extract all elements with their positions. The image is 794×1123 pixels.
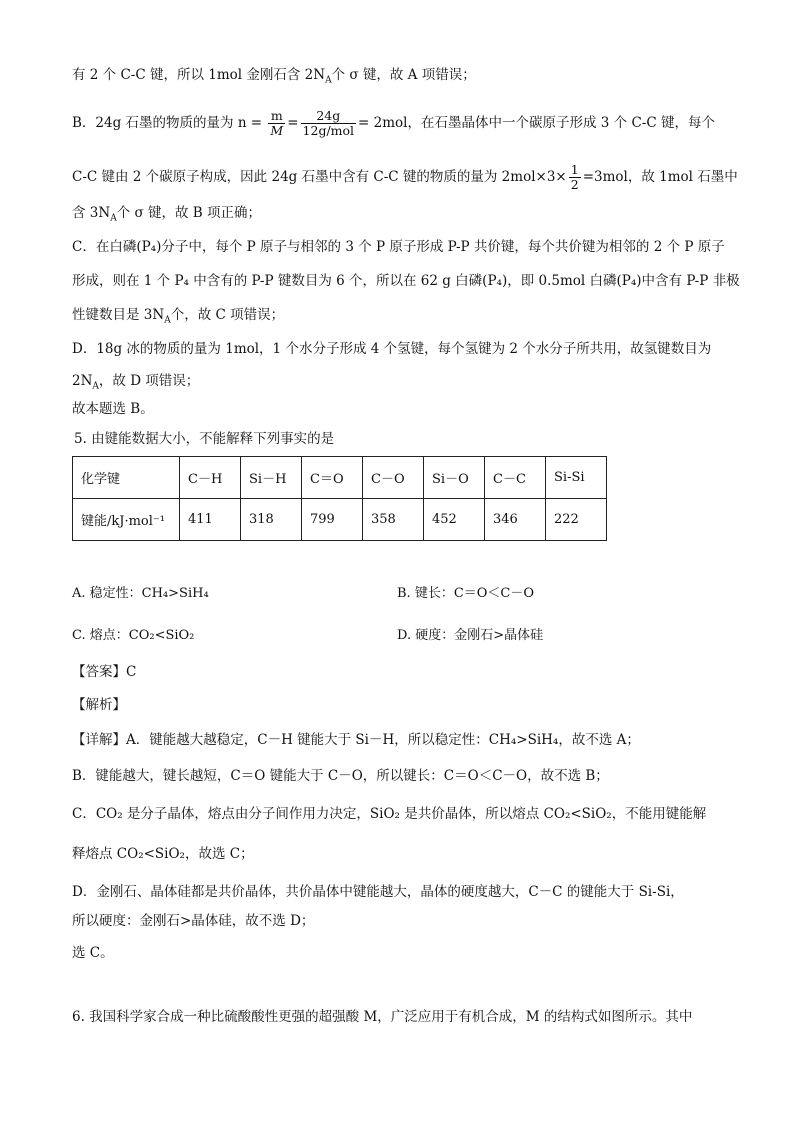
bond-energy-table [72, 456, 607, 541]
table-row [73, 499, 607, 541]
table-cell: Si－H [241, 457, 302, 499]
text-line: 有 2 个 C-C 键，所以 1mol 金刚石含 $2N_A$个 σ 键，故 A 项错误； [72, 67, 476, 86]
text-line: 释熔点 CO₂<SiO₂，故选 C； [72, 846, 254, 862]
analysis-label: 【解析】 [72, 697, 126, 713]
fraction: $\frac{m}{M}$ [270, 108, 284, 138]
text-line: C．CO₂ 是分子晶体，熔点由分子间作用力决定，SiO₂ 是共价晶体，所以熔点 CO₂<SiO₂，不能用键能解 [72, 806, 707, 822]
table-cell: 222 [546, 499, 607, 541]
table-cell: C－O [363, 457, 424, 499]
text-line: D．18g 冰的物质的量为 1mol，1 个水分子形成 4 个氢键，每个氢键为 2 个水分子所共用，故氢键数目为 [72, 341, 712, 357]
fraction: $\frac{1}{2}$ [570, 162, 579, 192]
text-line: 【详解】A．键能越大越稳定，C－H 键能大于 Si－H，所以稳定性：CH₄>SiH₄，故不选 A； [72, 732, 640, 748]
table-cell: C＝O [302, 457, 363, 499]
text-line: C．在白磷(P₄)分子中，每个 P 原子与相邻的 3 个 P 原子形成 P-P 共价键，每个共价键为相邻的 2 个 P 原子 [72, 239, 725, 255]
table-cell: 键能/kJ·mol⁻¹ [73, 499, 180, 541]
table-row [73, 457, 607, 499]
answer-label: 【答案】C [72, 664, 137, 680]
table-cell: C－C [485, 457, 546, 499]
table-cell: 346 [485, 499, 546, 541]
text-line: 所以硬度：金刚石>晶体硅，故不选 D； [72, 913, 315, 929]
table-cell: 799 [302, 499, 363, 541]
text-line: $2N_A$，故 D 项错误； [72, 373, 200, 392]
option-c: C. 熔点：CO₂<SiO₂ [72, 628, 195, 643]
table-cell: C－H [180, 457, 241, 499]
text-line: D．金刚石、晶体硅都是共价晶体，共价晶体中键能越大，晶体的硬度越大，C－C 的键能大于 Si-Si， [72, 884, 684, 900]
option-d: D. 硬度：金刚石>晶体硅 [397, 628, 544, 643]
text-line: 形成，则在 1 个 P₄ 中含有的 P-P 键数目为 6 个，所以在 62 g 白磷(P₄)，即 0.5mol 白磷(P₄)中含有 P-P 非极 [72, 273, 740, 289]
table-cell: 411 [180, 499, 241, 541]
option-a: A. 稳定性：CH₄>SiH₄ [72, 586, 209, 601]
table-cell: 318 [241, 499, 302, 541]
conclusion-line: 选 C。 [72, 945, 114, 961]
question-stem: 5. 由键能数据大小，不能解释下列事实的是 [74, 431, 335, 447]
text-line: 性键数目是 $3N_A$个，故 C 项错误； [72, 307, 285, 326]
table-cell: Si-Si [546, 457, 607, 499]
table-cell: 化学键 [73, 457, 180, 499]
question-stem: 6. 我国科学家合成一种比硫酸酸性更强的超强酸 M，广泛应用于有机合成，M 的结构式如图所示。其中 [72, 1009, 693, 1025]
text-line: B．24g 石墨的物质的量为 n = $\frac{m}{M}$ = $\frac{24g}{\text{12g/mol}}$ = 2mol，在石墨晶体中一个碳原子形成 3 个 C-C 键，每个 [72, 108, 715, 138]
conclusion-line: 故本题选 B。 [72, 401, 154, 417]
table-cell: Si－O [424, 457, 485, 499]
text-line: 含 $3N_A$个 σ 键，故 B 项正确； [72, 205, 262, 224]
option-b: B. 键长：C＝O＜C－O [397, 586, 535, 601]
table-cell: 358 [363, 499, 424, 541]
table-cell: 452 [424, 499, 485, 541]
text-line: B．键能越大，键长越短，C＝O 键能大于 C－O，所以键长：C＝O＜C－O，故不选 B； [72, 768, 609, 784]
text-line: C-C 键由 2 个碳原子构成，因此 24g 石墨中含有 C-C 键的物质的量为 2mol×3× $\frac{1}{2}$ =3mol，故 1mol 石墨中 [72, 162, 738, 192]
fraction: $\frac{24g}{\text{12g/mol}}$ [302, 108, 355, 138]
